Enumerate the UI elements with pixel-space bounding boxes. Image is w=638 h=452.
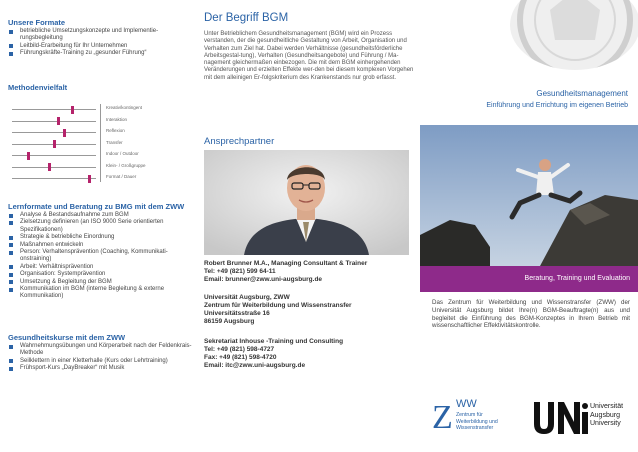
slider-marker <box>53 140 56 148</box>
slider-track <box>12 132 96 133</box>
contact-photo <box>204 150 409 255</box>
portrait-image <box>204 150 409 255</box>
learn-list <box>8 212 194 301</box>
contact-line: Email: brunner@zww.uni-augsburg.de <box>204 276 323 283</box>
list-item: Frühsport-Kurs „DayBreaker“ mit Musik <box>8 365 194 372</box>
slider-label: Indoor / Outdoor <box>106 151 139 156</box>
slider-marker <box>88 175 91 183</box>
slider-track <box>12 178 96 179</box>
contact-person <box>204 260 367 284</box>
courses-title: Gesundheitskurse mit dem ZWW <box>8 333 126 342</box>
contact-line: Sekretariat Inhouse -Training und Consulting <box>204 338 344 345</box>
slider-label: Reflexion <box>106 128 125 133</box>
contact-line: Universität Augsburg, ZWW <box>204 294 290 301</box>
list-item: Arbeit: Verhältnisprävention <box>8 264 194 271</box>
contact-address <box>204 294 352 326</box>
bgm-title: Der Begriff BGM <box>204 12 289 24</box>
contact-line: Robert Brunner M.A., Managing Consultant & Trainer <box>204 260 368 267</box>
uni-augsburg-logo <box>530 398 634 442</box>
contact-line: Tel: +49 (821) 599 64-11 <box>204 268 276 275</box>
intro-text: Das Zentrum für Weiterbildung und Wissenstransfer (ZWW) der Universität Augsburg bildet Ihre(n) BGM-Beauftragte(n) aus und begleitet die Einführung des BGM-Konzeptes in Ihrem Betrieb mit wissenschaftlicher Effektivitätskontrolle. <box>432 299 630 330</box>
zww-logo-text <box>456 412 498 432</box>
method-slider <box>8 104 198 116</box>
slider-marker <box>48 163 51 171</box>
list-item: Maßnahmen entwickeln <box>8 242 194 249</box>
method-slider <box>8 127 198 139</box>
right-panel <box>420 0 638 452</box>
slider-label: Klein- / Großgruppe <box>106 162 146 168</box>
brochure-subtitle: Einführung und Errichtung im eigenen Betrieb <box>486 102 628 109</box>
contact-title: Ansprechpartner <box>204 136 275 147</box>
list-item: Kommunikation im BGM (interne Begleitung & externe Kommunikation) <box>8 286 194 301</box>
brochure-title: Gesundheitsmanagement <box>536 89 628 98</box>
middle-panel <box>200 0 420 452</box>
slider-marker <box>71 106 74 114</box>
slider-track <box>12 167 96 168</box>
zww-line: Weiterbildung und <box>456 418 498 425</box>
list-item: Strategie & betriebliche Einordnung <box>8 234 194 241</box>
zww-line: Zentrum für <box>456 412 483 418</box>
contact-office <box>204 338 343 370</box>
method-slider <box>8 150 198 162</box>
method-slider <box>8 139 198 151</box>
method-sliders <box>8 104 198 185</box>
uni-line: Universität <box>590 403 624 410</box>
list-item: betriebliche Umsetzungskonzepte und Implementie-rungsbegleitung <box>8 28 194 43</box>
list-item: Organisation: Systemprävention <box>8 271 194 278</box>
uni-logo-text <box>590 403 623 429</box>
method-slider <box>8 116 198 128</box>
slider-track <box>12 121 96 122</box>
slider-track <box>12 109 96 110</box>
contact-line: 86159 Augsburg <box>204 318 255 325</box>
zww-logo <box>432 398 522 442</box>
list-item: Zielsetzung definieren (an ISO 9000 Serie orientierten Spezifikationen) <box>8 219 194 234</box>
list-item: Person: Verhaltensprävention (Coaching, Kommunikati-onstraining) <box>8 249 194 264</box>
contact-line: Fax: +49 (821) 598-4720 <box>204 354 277 361</box>
contact-line: Tel: +49 (821) 598-4727 <box>204 346 275 353</box>
slider-track <box>12 155 96 156</box>
zww-logo-ww: WW <box>456 398 477 410</box>
list-item: Analyse & Bestandsaufnahme zum BGM <box>8 212 194 219</box>
contact-line: Email: itc@zww.uni-augsburg.de <box>204 362 306 369</box>
methods-title: Methodenvielfalt <box>8 83 68 92</box>
hero-image <box>420 125 638 266</box>
bgm-body: Unter Betrieblichem Gesundheitsmanagement (BGM) wird ein Prozess verstanden, der die gesundheitliche Gestaltung von Arbeit, Organisation und Verhalten zum Ziel hat. Dabei werden Verhältnisse (gesundheitsförderliche Arbeitsgestal-tung), Verhalten (Gesundheitsangebote) und Führung / Ma-nagement gleichermaßen einbezogen. Die mit dem BGM einhergehenden Veränderungen und erzielten Effekte wer-den bei diesem komplexen Vorgehen mit dem alleinigen Er-folgskriterium des Krankenstands nur grob erfasst. <box>204 31 414 81</box>
slider-marker <box>63 129 66 137</box>
list-item: Umsetzung & Begleitung der BGM <box>8 279 194 286</box>
slider-label: Kreativ/kontingent <box>106 105 143 110</box>
list-item: Leitbild-Erarbeitung für Ihr Unternehmen <box>8 43 194 50</box>
uni-logo-mark <box>530 398 588 438</box>
list-item: Seilklettern in einer Kletterhalle (Kurs oder Lehrtraining) <box>8 358 194 365</box>
slider-label: Interaktion <box>106 116 128 122</box>
university-seal-image <box>510 0 638 70</box>
formats-title: Unsere Formate <box>8 18 66 27</box>
list-item: Wahrnehmungsübungen und Körperarbeit nach der Feldenkrais-Methode <box>8 343 194 358</box>
slider-marker <box>27 152 30 160</box>
zww-logo-letter: Z <box>432 399 453 436</box>
contact-line: Zentrum für Weiterbildung und Wissenstransfer <box>204 302 352 309</box>
contact-line: Universitätsstraße 16 <box>204 310 270 317</box>
learn-title: Lernformate und Beratung zu BMG mit dem ZWW <box>8 202 185 211</box>
service-band: Beratung, Training und Evaluation <box>420 266 638 292</box>
zww-line: Wissenstransfer <box>456 425 494 432</box>
uni-line: University <box>590 420 621 427</box>
slider-label: Format / Dauer <box>106 174 137 179</box>
jumping-man-image <box>420 125 638 266</box>
uni-line: Augsburg <box>590 411 620 419</box>
method-slider <box>8 162 198 174</box>
courses-list <box>8 343 194 373</box>
method-slider <box>8 173 198 185</box>
formats-list <box>8 28 194 58</box>
slider-marker <box>57 117 60 125</box>
slider-label: Transfer <box>106 139 123 145</box>
left-panel <box>0 0 200 452</box>
list-item: Führungskräfte-Training zu „gesunder Führung“ <box>8 50 194 57</box>
